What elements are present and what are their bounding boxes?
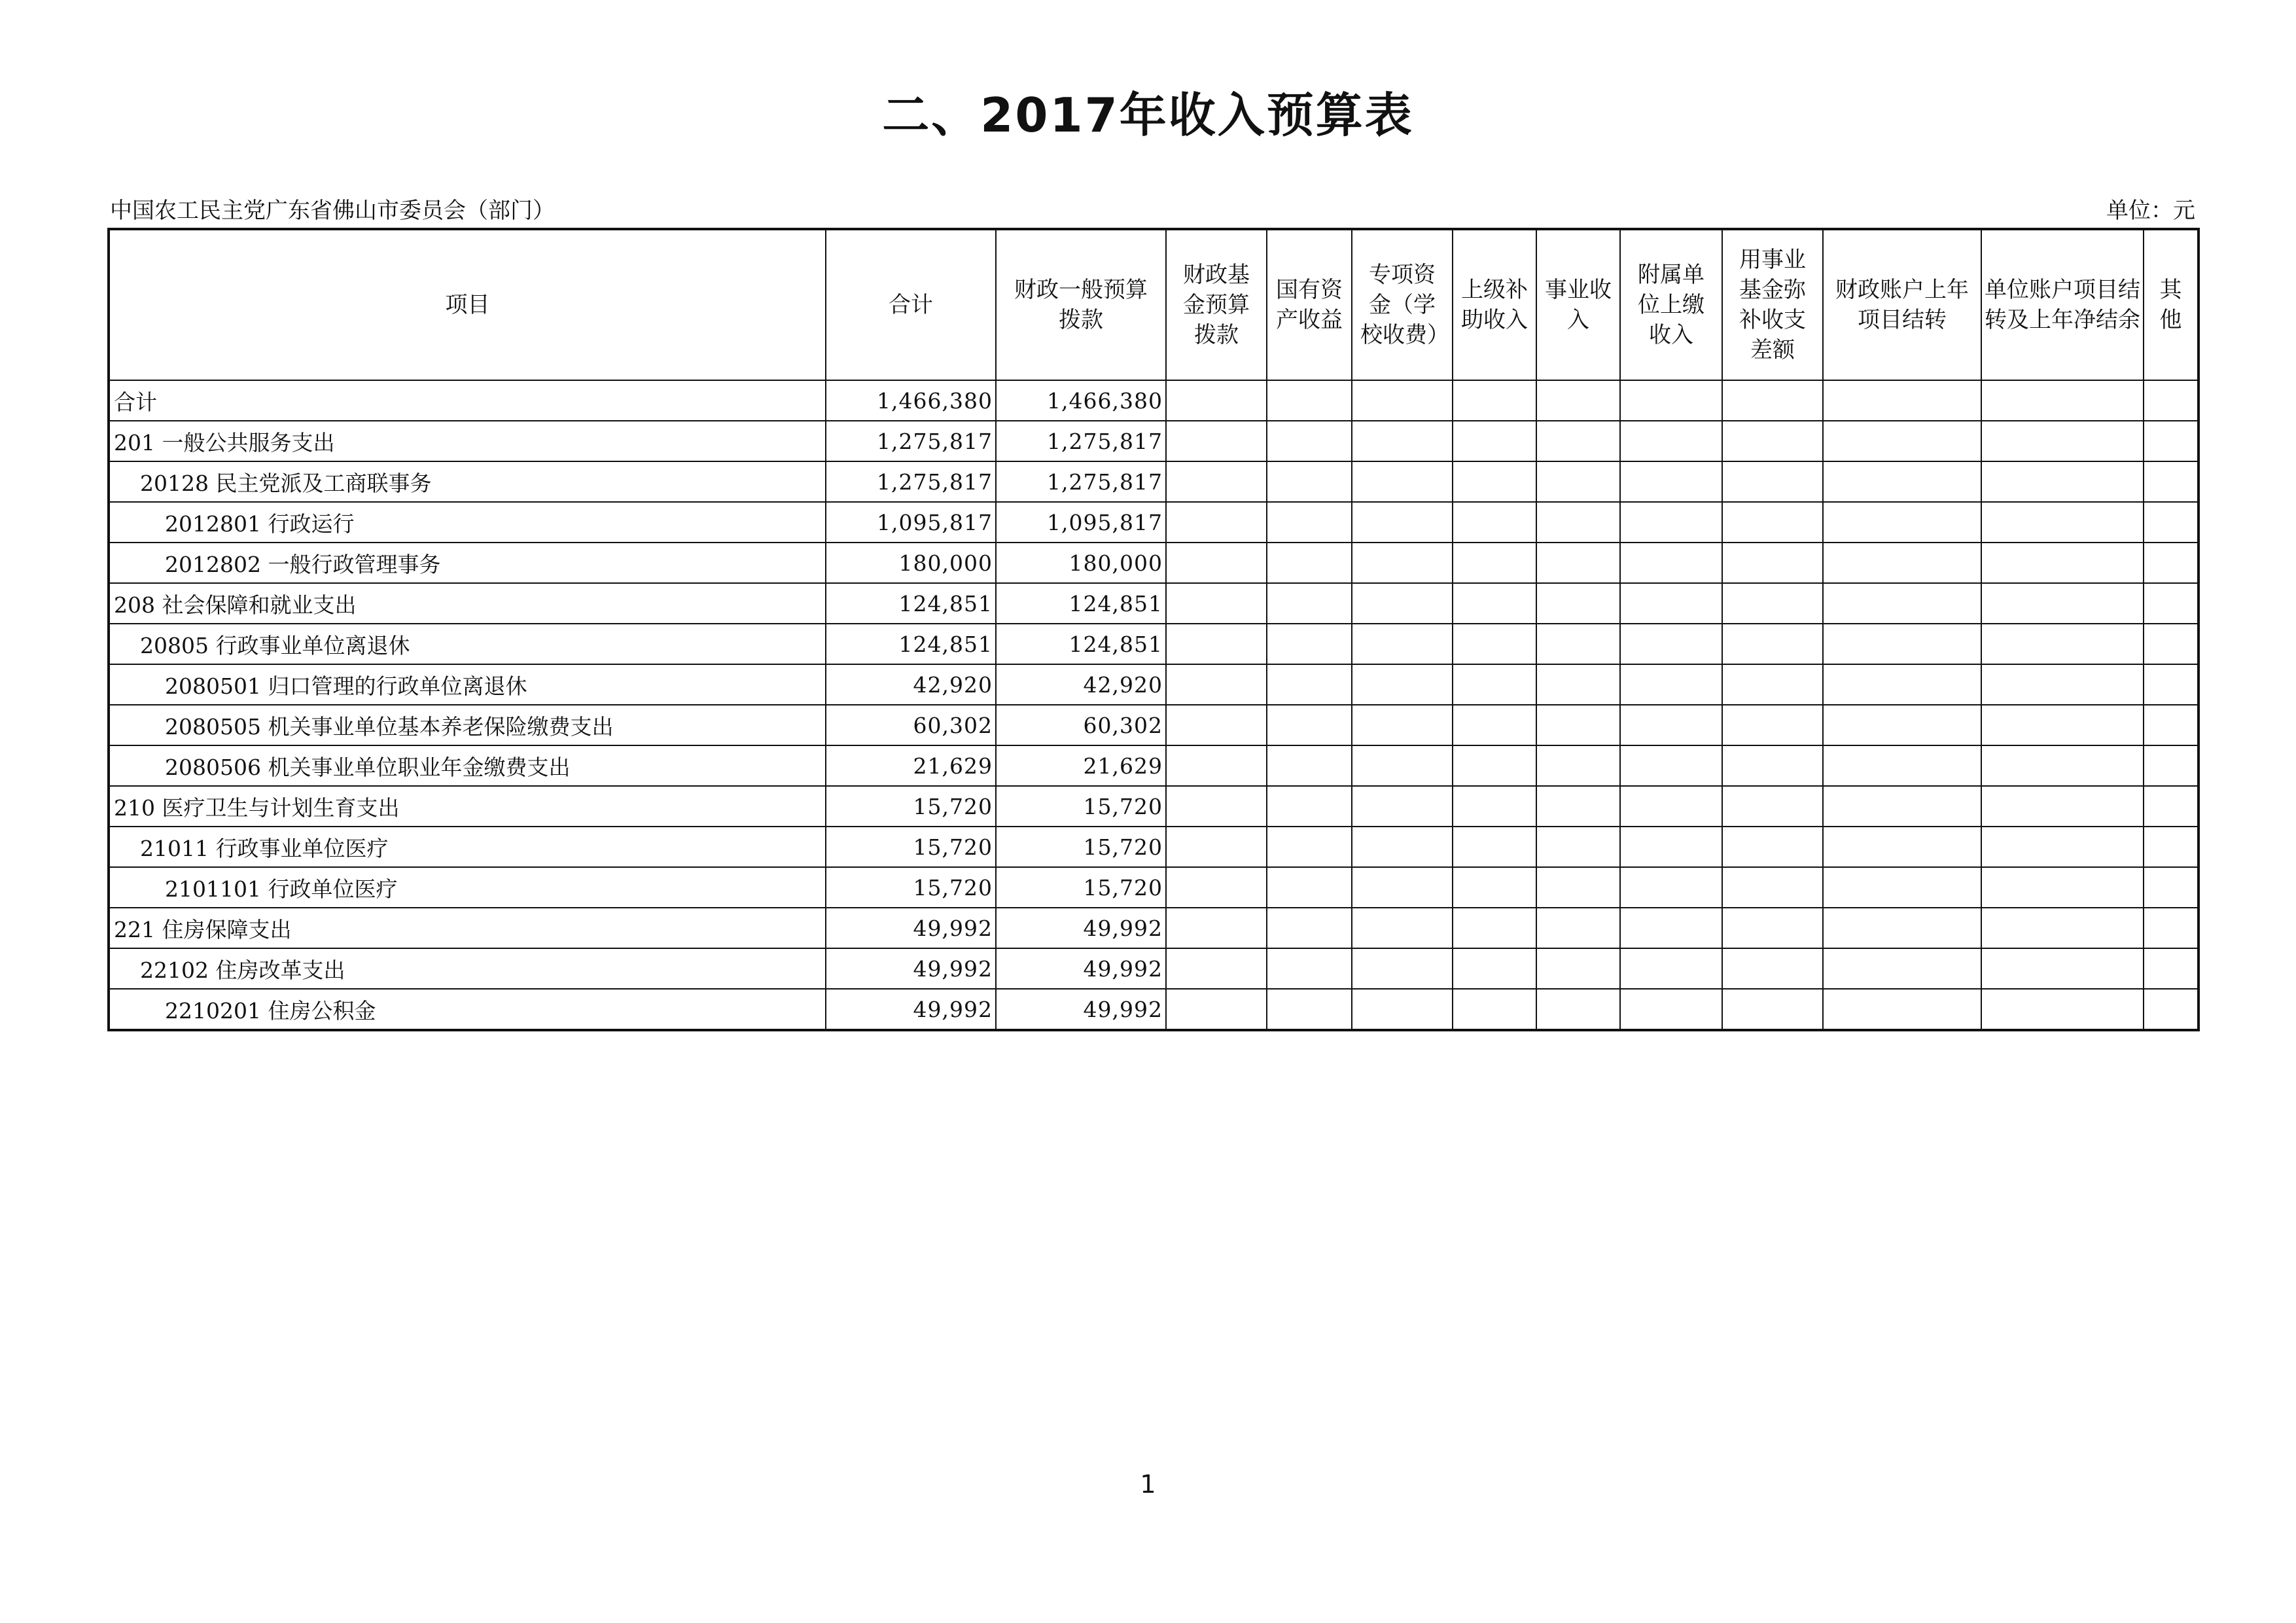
row-empty-cell (1823, 502, 1981, 543)
row-empty-cell (1823, 989, 1981, 1030)
row-empty-cell (1536, 664, 1620, 705)
row-item-name: 2080505 机关事业单位基本养老保险缴费支出 (109, 705, 826, 745)
row-empty-cell (1722, 664, 1823, 705)
row-empty-cell (1267, 624, 1352, 664)
row-general-budget-value: 1,275,817 (996, 421, 1166, 461)
row-empty-cell (1823, 543, 1981, 583)
row-empty-cell (1453, 664, 1536, 705)
row-empty-cell (2144, 664, 2199, 705)
table-row (109, 461, 2199, 502)
row-item-name: 2080506 机关事业单位职业年金缴费支出 (109, 745, 826, 786)
row-empty-cell (1536, 948, 1620, 989)
row-item-name: 2210201 住房公积金 (109, 989, 826, 1030)
row-item-name: 21011 行政事业单位医疗 (109, 827, 826, 867)
row-empty-cell (1166, 421, 1267, 461)
row-general-budget-value: 1,275,817 (996, 461, 1166, 502)
row-empty-cell (2144, 502, 2199, 543)
row-item-name: 208 社会保障和就业支出 (109, 583, 826, 624)
row-empty-cell (1453, 583, 1536, 624)
row-empty-cell (1981, 380, 2144, 421)
row-empty-cell (1267, 827, 1352, 867)
row-empty-cell (1352, 948, 1453, 989)
row-empty-cell (1620, 867, 1722, 908)
table-row (109, 867, 2199, 908)
row-empty-cell (1981, 786, 2144, 827)
row-general-budget-value: 1,466,380 (996, 380, 1166, 421)
row-empty-cell (2144, 908, 2199, 948)
row-general-budget-value: 60,302 (996, 705, 1166, 745)
header-other: 其他 (2144, 229, 2199, 380)
row-empty-cell (1166, 664, 1267, 705)
row-empty-cell (1453, 461, 1536, 502)
row-empty-cell (1352, 380, 1453, 421)
row-empty-cell (1722, 583, 1823, 624)
row-empty-cell (1166, 908, 1267, 948)
row-total-value: 124,851 (826, 583, 996, 624)
row-empty-cell (1352, 421, 1453, 461)
row-general-budget-value: 15,720 (996, 786, 1166, 827)
row-item-name: 20128 民主党派及工商联事务 (109, 461, 826, 502)
row-empty-cell (2144, 705, 2199, 745)
row-total-value: 1,275,817 (826, 461, 996, 502)
row-empty-cell (1620, 827, 1722, 867)
row-general-budget-value: 21,629 (996, 745, 1166, 786)
row-item-name: 2101101 行政单位医疗 (109, 867, 826, 908)
row-empty-cell (2144, 745, 2199, 786)
row-empty-cell (1536, 908, 1620, 948)
income-budget-table (107, 228, 2200, 1031)
header-row (109, 229, 2199, 380)
table-row (109, 624, 2199, 664)
header-general-budget-allocation: 财政一般预算拨款 (996, 229, 1166, 380)
header-total: 合计 (826, 229, 996, 380)
row-empty-cell (1166, 461, 1267, 502)
row-empty-cell (1722, 867, 1823, 908)
row-empty-cell (1267, 948, 1352, 989)
row-empty-cell (1722, 380, 1823, 421)
row-empty-cell (1352, 624, 1453, 664)
table-row (109, 786, 2199, 827)
row-total-value: 15,720 (826, 786, 996, 827)
table-row (109, 502, 2199, 543)
row-empty-cell (1267, 989, 1352, 1030)
row-empty-cell (1352, 502, 1453, 543)
row-empty-cell (1823, 624, 1981, 664)
row-empty-cell (1166, 380, 1267, 421)
row-empty-cell (2144, 380, 2199, 421)
row-total-value: 49,992 (826, 948, 996, 989)
row-empty-cell (1981, 705, 2144, 745)
row-empty-cell (1620, 705, 1722, 745)
row-empty-cell (1722, 989, 1823, 1030)
row-item-name: 210 医疗卫生与计划生育支出 (109, 786, 826, 827)
table-row (109, 705, 2199, 745)
row-empty-cell (1823, 867, 1981, 908)
row-item-name: 20805 行政事业单位离退休 (109, 624, 826, 664)
page-number: 1 (1140, 1470, 1156, 1499)
row-empty-cell (1722, 745, 1823, 786)
row-empty-cell (1166, 786, 1267, 827)
row-empty-cell (1620, 745, 1722, 786)
row-empty-cell (2144, 948, 2199, 989)
row-item-name: 22102 住房改革支出 (109, 948, 826, 989)
row-empty-cell (1722, 461, 1823, 502)
row-empty-cell (1722, 908, 1823, 948)
table-body (109, 380, 2199, 1030)
row-item-name: 201 一般公共服务支出 (109, 421, 826, 461)
row-general-budget-value: 124,851 (996, 624, 1166, 664)
row-total-value: 180,000 (826, 543, 996, 583)
row-empty-cell (1620, 908, 1722, 948)
row-empty-cell (1352, 461, 1453, 502)
row-empty-cell (1536, 421, 1620, 461)
row-empty-cell (1166, 543, 1267, 583)
row-empty-cell (1453, 502, 1536, 543)
row-empty-cell (1620, 502, 1722, 543)
row-total-value: 42,920 (826, 664, 996, 705)
row-empty-cell (1453, 948, 1536, 989)
row-empty-cell (1536, 827, 1620, 867)
row-empty-cell (1166, 502, 1267, 543)
row-empty-cell (2144, 543, 2199, 583)
row-empty-cell (1722, 421, 1823, 461)
row-empty-cell (1352, 827, 1453, 867)
row-empty-cell (1823, 705, 1981, 745)
row-empty-cell (1620, 461, 1722, 502)
row-empty-cell (1823, 908, 1981, 948)
row-empty-cell (1267, 867, 1352, 908)
row-empty-cell (1453, 421, 1536, 461)
header-state-asset-income: 国有资产收益 (1267, 229, 1352, 380)
row-empty-cell (1166, 867, 1267, 908)
row-empty-cell (1620, 664, 1722, 705)
row-empty-cell (1620, 948, 1722, 989)
row-empty-cell (2144, 989, 2199, 1030)
row-empty-cell (1267, 705, 1352, 745)
row-total-value: 60,302 (826, 705, 996, 745)
row-empty-cell (1267, 583, 1352, 624)
row-empty-cell (1722, 786, 1823, 827)
row-empty-cell (1823, 827, 1981, 867)
row-empty-cell (1722, 705, 1823, 745)
row-empty-cell (1981, 867, 2144, 908)
row-empty-cell (1620, 421, 1722, 461)
row-empty-cell (1267, 502, 1352, 543)
row-empty-cell (1981, 908, 2144, 948)
row-empty-cell (1981, 583, 2144, 624)
row-item-name: 2012802 一般行政管理事务 (109, 543, 826, 583)
row-item-name: 2080501 归口管理的行政单位离退休 (109, 664, 826, 705)
row-general-budget-value: 49,992 (996, 908, 1166, 948)
table-row (109, 583, 2199, 624)
row-general-budget-value: 15,720 (996, 867, 1166, 908)
row-general-budget-value: 180,000 (996, 543, 1166, 583)
row-empty-cell (1166, 827, 1267, 867)
row-empty-cell (1352, 908, 1453, 948)
row-empty-cell (1981, 624, 2144, 664)
row-empty-cell (1620, 543, 1722, 583)
row-empty-cell (1453, 908, 1536, 948)
row-empty-cell (1620, 786, 1722, 827)
row-empty-cell (1267, 461, 1352, 502)
row-total-value: 21,629 (826, 745, 996, 786)
row-general-budget-value: 1,095,817 (996, 502, 1166, 543)
row-empty-cell (1536, 543, 1620, 583)
header-unit-account-carryover: 单位账户项目结转及上年净结余 (1981, 229, 2144, 380)
row-total-value: 1,275,817 (826, 421, 996, 461)
row-empty-cell (1823, 421, 1981, 461)
row-empty-cell (1823, 583, 1981, 624)
row-empty-cell (1453, 786, 1536, 827)
header-special-fund: 专项资金（学校收费） (1352, 229, 1453, 380)
row-empty-cell (1722, 827, 1823, 867)
row-empty-cell (2144, 583, 2199, 624)
row-total-value: 49,992 (826, 989, 996, 1030)
table-row (109, 543, 2199, 583)
table-row (109, 989, 2199, 1030)
row-item-name: 2012801 行政运行 (109, 502, 826, 543)
row-empty-cell (1722, 624, 1823, 664)
row-empty-cell (1453, 989, 1536, 1030)
row-empty-cell (2144, 461, 2199, 502)
row-empty-cell (1453, 867, 1536, 908)
row-empty-cell (1352, 705, 1453, 745)
row-total-value: 1,095,817 (826, 502, 996, 543)
table-row (109, 380, 2199, 421)
row-general-budget-value: 124,851 (996, 583, 1166, 624)
row-empty-cell (1823, 745, 1981, 786)
row-general-budget-value: 15,720 (996, 827, 1166, 867)
row-empty-cell (1536, 867, 1620, 908)
row-empty-cell (2144, 624, 2199, 664)
row-empty-cell (1166, 624, 1267, 664)
row-empty-cell (1620, 380, 1722, 421)
row-empty-cell (1536, 583, 1620, 624)
row-empty-cell (1453, 380, 1536, 421)
row-empty-cell (1981, 745, 2144, 786)
header-fiscal-account-carryover: 财政账户上年项目结转 (1823, 229, 1981, 380)
row-empty-cell (1166, 583, 1267, 624)
row-empty-cell (1352, 543, 1453, 583)
page-title: 二、2017年收入预算表 (882, 88, 1414, 143)
row-general-budget-value: 42,920 (996, 664, 1166, 705)
row-empty-cell (1981, 502, 2144, 543)
row-empty-cell (1453, 827, 1536, 867)
table-row (109, 745, 2199, 786)
row-empty-cell (1823, 380, 1981, 421)
table-row (109, 421, 2199, 461)
row-total-value: 15,720 (826, 827, 996, 867)
row-empty-cell (1981, 989, 2144, 1030)
row-empty-cell (1536, 380, 1620, 421)
row-empty-cell (1536, 461, 1620, 502)
row-empty-cell (1267, 543, 1352, 583)
row-empty-cell (1536, 624, 1620, 664)
row-empty-cell (1981, 948, 2144, 989)
row-empty-cell (1981, 664, 2144, 705)
row-empty-cell (1620, 624, 1722, 664)
row-empty-cell (1267, 380, 1352, 421)
row-empty-cell (1981, 827, 2144, 867)
row-empty-cell (1722, 948, 1823, 989)
row-empty-cell (1267, 421, 1352, 461)
row-empty-cell (2144, 827, 2199, 867)
row-empty-cell (1166, 948, 1267, 989)
row-general-budget-value: 49,992 (996, 948, 1166, 989)
table-row (109, 908, 2199, 948)
row-empty-cell (1352, 867, 1453, 908)
row-empty-cell (1536, 705, 1620, 745)
row-empty-cell (1166, 705, 1267, 745)
header-superior-subsidy: 上级补助收入 (1453, 229, 1536, 380)
row-empty-cell (1536, 745, 1620, 786)
header-affiliated-unit-income: 附属单位上缴收入 (1620, 229, 1722, 380)
row-empty-cell (1722, 502, 1823, 543)
row-empty-cell (1453, 624, 1536, 664)
row-empty-cell (1267, 786, 1352, 827)
row-empty-cell (2144, 786, 2199, 827)
row-empty-cell (1620, 583, 1722, 624)
row-empty-cell (1823, 786, 1981, 827)
row-empty-cell (1536, 502, 1620, 543)
table-row (109, 664, 2199, 705)
row-empty-cell (1536, 989, 1620, 1030)
organization-name: 中国农工民主党广东省佛山市委员会（部门） (110, 198, 555, 224)
row-empty-cell (1823, 664, 1981, 705)
header-business-income: 事业收入 (1536, 229, 1620, 380)
row-empty-cell (1823, 948, 1981, 989)
row-empty-cell (1267, 664, 1352, 705)
header-business-fund-balance: 用事业基金弥补收支差额 (1722, 229, 1823, 380)
table-row (109, 827, 2199, 867)
row-general-budget-value: 49,992 (996, 989, 1166, 1030)
row-empty-cell (1981, 543, 2144, 583)
row-total-value: 124,851 (826, 624, 996, 664)
row-empty-cell (2144, 867, 2199, 908)
table-row (109, 948, 2199, 989)
row-empty-cell (1352, 583, 1453, 624)
row-empty-cell (1453, 705, 1536, 745)
row-empty-cell (1352, 786, 1453, 827)
row-total-value: 15,720 (826, 867, 996, 908)
row-total-value: 1,466,380 (826, 380, 996, 421)
row-empty-cell (1352, 745, 1453, 786)
header-fund-budget-allocation: 财政基金预算拨款 (1166, 229, 1267, 380)
row-empty-cell (1823, 461, 1981, 502)
row-empty-cell (1352, 989, 1453, 1030)
row-empty-cell (1620, 989, 1722, 1030)
row-item-name: 221 住房保障支出 (109, 908, 826, 948)
row-empty-cell (1453, 745, 1536, 786)
row-empty-cell (1352, 664, 1453, 705)
row-empty-cell (1536, 786, 1620, 827)
row-empty-cell (1267, 908, 1352, 948)
row-empty-cell (1166, 745, 1267, 786)
unit-label: 单位：元 (2106, 198, 2195, 224)
row-empty-cell (2144, 421, 2199, 461)
row-empty-cell (1981, 461, 2144, 502)
row-item-name: 合计 (109, 380, 826, 421)
row-empty-cell (1453, 543, 1536, 583)
row-empty-cell (1722, 543, 1823, 583)
row-total-value: 49,992 (826, 908, 996, 948)
row-empty-cell (1981, 421, 2144, 461)
row-empty-cell (1166, 989, 1267, 1030)
header-item: 项目 (109, 229, 826, 380)
row-empty-cell (1267, 745, 1352, 786)
